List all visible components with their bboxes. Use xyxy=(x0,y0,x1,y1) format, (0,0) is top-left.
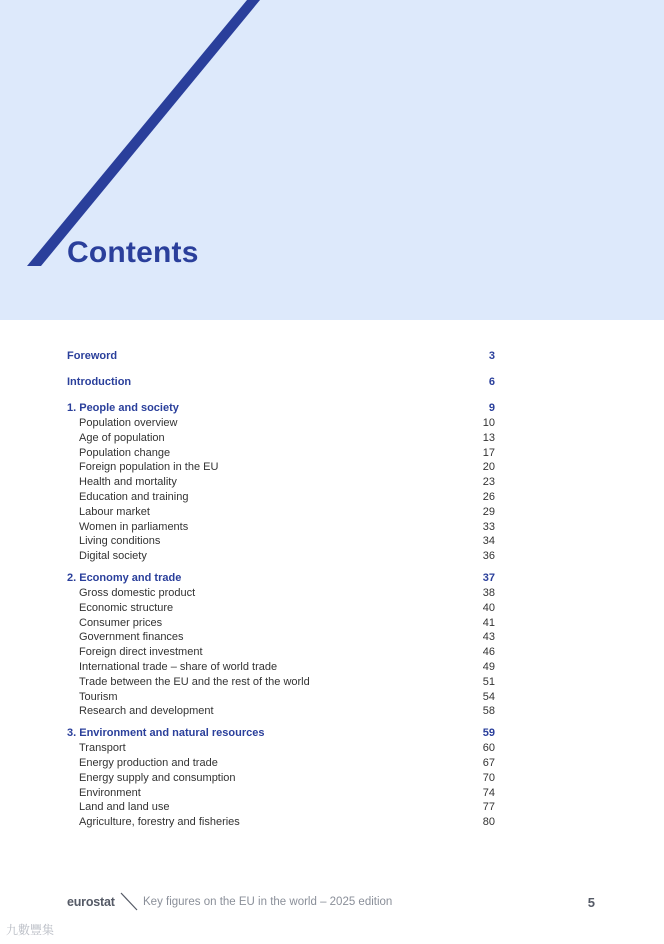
toc-item-page: 60 xyxy=(482,742,495,755)
page-title: Contents xyxy=(67,236,199,269)
toc-item-label: Research and development xyxy=(79,705,214,718)
toc-item-label: Transport xyxy=(79,742,126,755)
toc-item[interactable] xyxy=(67,675,495,690)
toc-item-page: 38 xyxy=(482,586,495,599)
toc-item-label: Population change xyxy=(79,446,171,459)
toc-entry-foreword[interactable] xyxy=(67,348,495,364)
toc-entry-label: Foreword xyxy=(67,350,118,362)
toc-item-page: 23 xyxy=(482,476,495,489)
toc-item[interactable] xyxy=(67,771,495,786)
toc-section-page: 37 xyxy=(482,571,495,584)
toc-item-page: 17 xyxy=(482,446,495,459)
toc-item[interactable] xyxy=(67,505,495,520)
toc-item-page: 36 xyxy=(482,550,495,563)
toc-item-label: Digital society xyxy=(79,550,147,563)
toc-item-label: Trade between the EU and the rest of the world xyxy=(79,675,310,688)
toc-item-page: 49 xyxy=(482,660,495,673)
toc-item-label: Education and training xyxy=(79,490,189,503)
toc-item[interactable] xyxy=(67,616,495,631)
toc-item-page: 54 xyxy=(482,690,495,703)
toc-section-economy-and-trade[interactable] xyxy=(67,570,495,586)
toc-item-label: Agriculture, forestry and fisheries xyxy=(79,816,240,829)
toc-item-label: Energy production and trade xyxy=(79,756,218,769)
toc-item[interactable] xyxy=(67,741,495,756)
toc-item-label: Energy supply and consumption xyxy=(79,771,236,784)
toc-section-label: 3. Environment and natural resources xyxy=(67,727,265,740)
toc-item-page: 58 xyxy=(482,705,495,718)
toc-item[interactable] xyxy=(67,786,495,801)
toc-item-page: 34 xyxy=(482,535,495,548)
toc-item-page: 33 xyxy=(482,520,495,533)
toc-item[interactable] xyxy=(67,756,495,771)
logo-slash-icon xyxy=(119,892,139,914)
toc-section-label: 1. People and society xyxy=(67,402,179,414)
toc-item-label: Foreign population in the EU xyxy=(79,461,219,474)
toc-item-label: Labour market xyxy=(79,505,150,518)
toc-item-label: Land and land use xyxy=(79,801,170,814)
toc-item[interactable] xyxy=(67,586,495,601)
diagonal-stripe xyxy=(0,0,664,320)
toc-item[interactable] xyxy=(67,630,495,645)
toc-item-label: Government finances xyxy=(79,631,184,644)
toc-item-page: 41 xyxy=(482,616,495,629)
toc-section-label: 2. Economy and trade xyxy=(67,571,182,584)
toc-item-page: 43 xyxy=(482,631,495,644)
toc-item-label: Age of population xyxy=(79,431,165,444)
toc-entry-page: 6 xyxy=(488,376,495,388)
toc-item-label: Environment xyxy=(79,786,141,799)
watermark: 九數豐集 xyxy=(6,923,55,937)
toc-entry-introduction[interactable] xyxy=(67,374,495,390)
toc-item[interactable] xyxy=(67,490,495,505)
toc-section-page: 59 xyxy=(482,727,495,740)
header-banner xyxy=(0,0,664,320)
toc-item[interactable] xyxy=(67,520,495,535)
toc-item[interactable] xyxy=(67,690,495,705)
toc-item[interactable] xyxy=(67,815,495,830)
toc-item-label: Women in parliaments xyxy=(79,520,189,533)
table-of-contents xyxy=(67,348,495,830)
toc-section-people-and-society[interactable] xyxy=(67,400,495,416)
toc-section-page: 9 xyxy=(488,402,495,414)
toc-item-page: 51 xyxy=(482,675,495,688)
toc-item-label: Foreign direct investment xyxy=(79,646,203,659)
toc-item-page: 74 xyxy=(482,786,495,799)
toc-section-environment-and-natural-resources[interactable] xyxy=(67,725,495,741)
toc-item-page: 26 xyxy=(482,490,495,503)
toc-item[interactable] xyxy=(67,645,495,660)
toc-item[interactable] xyxy=(67,660,495,675)
toc-item-label: Consumer prices xyxy=(79,616,163,629)
toc-item[interactable] xyxy=(67,534,495,549)
toc-item[interactable] xyxy=(67,549,495,564)
toc-item-label: Gross domestic product xyxy=(79,586,196,599)
toc-item-page: 70 xyxy=(482,771,495,784)
toc-item-page: 46 xyxy=(482,646,495,659)
toc-item-page: 40 xyxy=(482,601,495,614)
toc-item[interactable] xyxy=(67,416,495,431)
toc-item-label: Economic structure xyxy=(79,601,174,614)
toc-item-page: 20 xyxy=(482,461,495,474)
toc-item-page: 80 xyxy=(482,816,495,829)
toc-item-page: 13 xyxy=(482,431,495,444)
toc-item[interactable] xyxy=(67,800,495,815)
toc-item-label: Population overview xyxy=(79,417,178,429)
toc-item[interactable] xyxy=(67,431,495,446)
toc-item[interactable] xyxy=(67,475,495,490)
toc-item-label: Health and mortality xyxy=(79,476,177,489)
toc-item[interactable] xyxy=(67,704,495,719)
toc-item[interactable] xyxy=(67,601,495,616)
toc-item-page: 77 xyxy=(482,801,495,814)
toc-item-page: 29 xyxy=(482,505,495,518)
page-footer xyxy=(67,892,595,914)
toc-entry-page: 3 xyxy=(488,350,495,362)
toc-item-page: 10 xyxy=(482,417,495,429)
toc-item-label: Living conditions xyxy=(79,535,161,548)
page-number: 5 xyxy=(587,895,595,910)
toc-item-label: International trade – share of world trade xyxy=(79,660,278,673)
publication-title: Key figures on the EU in the world – 2025 edition xyxy=(143,896,393,908)
toc-item-label: Tourism xyxy=(79,690,118,703)
toc-item[interactable] xyxy=(67,446,495,461)
toc-item-page: 67 xyxy=(482,756,495,769)
toc-item[interactable] xyxy=(67,460,495,475)
toc-entry-label: Introduction xyxy=(67,376,132,388)
eurostat-logo: eurostat xyxy=(67,895,115,909)
